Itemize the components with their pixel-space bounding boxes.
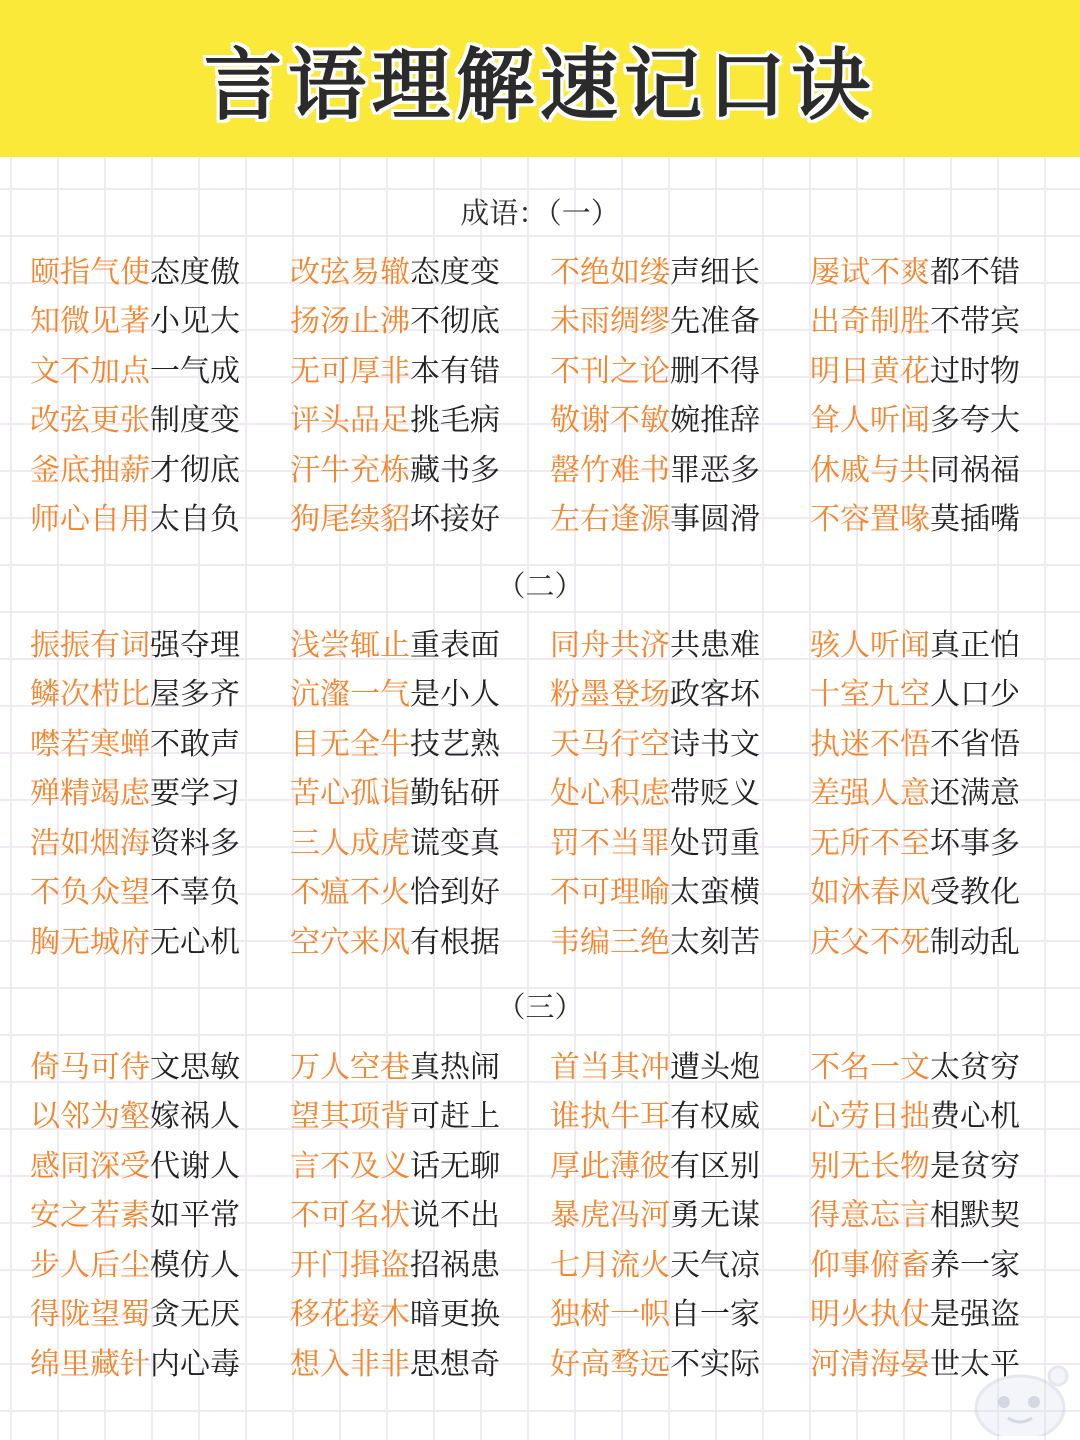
idiom-entry bbox=[810, 1048, 1060, 1088]
idiom-mnemonic: 共患难 bbox=[670, 627, 760, 663]
idiom-mnemonic: 太刻苦 bbox=[670, 924, 760, 960]
idiom-text: 罚不当罪 bbox=[550, 825, 670, 861]
idiom-mnemonic: 相默契 bbox=[930, 1198, 1020, 1234]
idiom-entry bbox=[290, 774, 550, 814]
idiom-text: 粉墨登场 bbox=[550, 677, 670, 713]
idiom-entry bbox=[290, 1097, 550, 1137]
idiom-entry bbox=[30, 824, 290, 864]
idiom-mnemonic: 是小人 bbox=[410, 677, 500, 713]
idiom-text: 振振有词 bbox=[30, 627, 150, 663]
idiom-text: 扬汤止沸 bbox=[290, 304, 410, 340]
idiom-entry bbox=[550, 626, 810, 666]
idiom-text: 如沐春风 bbox=[810, 875, 930, 911]
idiom-entry bbox=[290, 725, 550, 765]
idiom-mnemonic: 不彻底 bbox=[410, 304, 500, 340]
idiom-text: 言不及义 bbox=[290, 1148, 410, 1184]
idiom-mnemonic: 代谢人 bbox=[150, 1148, 240, 1184]
idiom-entry bbox=[290, 451, 550, 491]
idiom-mnemonic: 不实际 bbox=[670, 1346, 760, 1382]
idiom-entry bbox=[30, 675, 290, 715]
idiom-entry bbox=[290, 352, 550, 392]
idiom-mnemonic: 诗书文 bbox=[670, 726, 760, 762]
idiom-mnemonic: 文思敏 bbox=[150, 1049, 240, 1085]
idiom-text: 噤若寒蝉 bbox=[30, 726, 150, 762]
idiom-mnemonic: 还满意 bbox=[930, 776, 1020, 812]
idiom-mnemonic: 多夸大 bbox=[930, 403, 1020, 439]
idiom-text: 七月流火 bbox=[550, 1247, 670, 1283]
idiom-entry bbox=[30, 1295, 290, 1335]
idiom-mnemonic: 恰到好 bbox=[410, 875, 500, 911]
idiom-text: 别无长物 bbox=[810, 1148, 930, 1184]
idiom-text: 浩如烟海 bbox=[30, 825, 150, 861]
idiom-entry bbox=[550, 352, 810, 392]
idiom-entry bbox=[30, 253, 290, 293]
idiom-text: 三人成虎 bbox=[290, 825, 410, 861]
section-label-3: （三） bbox=[496, 990, 584, 1024]
idiom-mnemonic: 受教化 bbox=[930, 875, 1020, 911]
idiom-text: 安之若素 bbox=[30, 1198, 150, 1234]
idiom-grid-section-3 bbox=[30, 1043, 1060, 1390]
idiom-mnemonic: 模仿人 bbox=[150, 1247, 240, 1283]
idiom-text: 耸人听闻 bbox=[810, 403, 930, 439]
idiom-entry bbox=[810, 1196, 1060, 1236]
idiom-text: 望其项背 bbox=[290, 1099, 410, 1135]
idiom-text: 十室九空 bbox=[810, 677, 930, 713]
idiom-entry bbox=[810, 401, 1060, 441]
idiom-entry bbox=[290, 1048, 550, 1088]
idiom-mnemonic: 强夺理 bbox=[150, 627, 240, 663]
idiom-entry bbox=[290, 1196, 550, 1236]
idiom-mnemonic: 有权威 bbox=[670, 1099, 760, 1135]
idiom-text: 未雨绸缪 bbox=[550, 304, 670, 340]
idiom-text: 殚精竭虑 bbox=[30, 776, 150, 812]
idiom-mnemonic: 一气成 bbox=[150, 353, 240, 389]
idiom-text: 汗牛充栋 bbox=[290, 452, 410, 488]
idiom-entry bbox=[550, 500, 810, 540]
idiom-text: 评头品足 bbox=[290, 403, 410, 439]
idiom-entry bbox=[550, 1246, 810, 1286]
idiom-entry bbox=[550, 1295, 810, 1335]
idiom-entry bbox=[290, 824, 550, 864]
idiom-mnemonic: 带贬义 bbox=[670, 776, 760, 812]
idiom-entry bbox=[30, 1196, 290, 1236]
idiom-text: 感同深受 bbox=[30, 1148, 150, 1184]
idiom-text: 韦编三绝 bbox=[550, 924, 670, 960]
idiom-mnemonic: 招祸患 bbox=[410, 1247, 500, 1283]
idiom-grid-section-1 bbox=[30, 248, 1060, 545]
idiom-entry bbox=[810, 725, 1060, 765]
idiom-entry bbox=[290, 1295, 550, 1335]
idiom-mnemonic: 政客坏 bbox=[670, 677, 760, 713]
idiom-text: 颐指气使 bbox=[30, 254, 150, 290]
idiom-entry bbox=[290, 923, 550, 963]
idiom-mnemonic: 挑毛病 bbox=[410, 403, 500, 439]
idiom-text: 谁执牛耳 bbox=[550, 1099, 670, 1135]
idiom-entry bbox=[30, 451, 290, 491]
idiom-mnemonic: 真热闹 bbox=[410, 1049, 500, 1085]
idiom-text: 以邻为壑 bbox=[30, 1099, 150, 1135]
idiom-entry bbox=[30, 1345, 290, 1385]
idiom-mnemonic: 太蛮横 bbox=[670, 875, 760, 911]
idiom-text: 想入非非 bbox=[290, 1346, 410, 1382]
idiom-text: 浅尝辄止 bbox=[290, 627, 410, 663]
idiom-mnemonic: 养一家 bbox=[930, 1247, 1020, 1283]
idiom-text: 不刊之论 bbox=[550, 353, 670, 389]
idiom-mnemonic: 处罚重 bbox=[670, 825, 760, 861]
idiom-entry bbox=[290, 626, 550, 666]
idiom-mnemonic: 说不出 bbox=[410, 1198, 500, 1234]
idiom-text: 不可理喻 bbox=[550, 875, 670, 911]
idiom-entry bbox=[810, 626, 1060, 666]
idiom-mnemonic: 态度傲 bbox=[150, 254, 240, 290]
idiom-entry bbox=[550, 253, 810, 293]
idiom-entry bbox=[810, 253, 1060, 293]
idiom-text: 独树一帜 bbox=[550, 1297, 670, 1333]
idiom-entry bbox=[290, 253, 550, 293]
idiom-entry bbox=[810, 302, 1060, 342]
idiom-text: 同舟共济 bbox=[550, 627, 670, 663]
idiom-mnemonic: 制动乱 bbox=[930, 924, 1020, 960]
idiom-entry bbox=[810, 873, 1060, 913]
idiom-text: 厚此薄彼 bbox=[550, 1148, 670, 1184]
idiom-mnemonic: 太自负 bbox=[150, 502, 240, 538]
idiom-text: 不瘟不火 bbox=[290, 875, 410, 911]
idiom-entry bbox=[30, 626, 290, 666]
idiom-entry bbox=[550, 451, 810, 491]
idiom-mnemonic: 遭头炮 bbox=[670, 1049, 760, 1085]
idiom-mnemonic: 无心机 bbox=[150, 924, 240, 960]
section-label-1: 成语：（一） bbox=[460, 196, 620, 230]
idiom-entry bbox=[550, 1048, 810, 1088]
idiom-mnemonic: 本有错 bbox=[410, 353, 500, 389]
idiom-mnemonic: 话无聊 bbox=[410, 1148, 500, 1184]
idiom-entry bbox=[30, 1097, 290, 1137]
idiom-mnemonic: 罪恶多 bbox=[670, 452, 760, 488]
idiom-entry bbox=[810, 500, 1060, 540]
idiom-mnemonic: 勇无谋 bbox=[670, 1198, 760, 1234]
idiom-text: 河清海晏 bbox=[810, 1346, 930, 1382]
idiom-text: 绵里藏针 bbox=[30, 1346, 150, 1382]
idiom-entry bbox=[550, 1097, 810, 1137]
idiom-text: 敬谢不敏 bbox=[550, 403, 670, 439]
idiom-mnemonic: 暗更换 bbox=[410, 1297, 500, 1333]
idiom-text: 庆父不死 bbox=[810, 924, 930, 960]
idiom-mnemonic: 费心机 bbox=[930, 1099, 1020, 1135]
idiom-mnemonic: 思想奇 bbox=[410, 1346, 500, 1382]
idiom-entry bbox=[550, 774, 810, 814]
idiom-text: 无可厚非 bbox=[290, 353, 410, 389]
idiom-text: 左右逢源 bbox=[550, 502, 670, 538]
idiom-mnemonic: 不省悟 bbox=[930, 726, 1020, 762]
idiom-text: 文不加点 bbox=[30, 353, 150, 389]
idiom-text: 无所不至 bbox=[810, 825, 930, 861]
idiom-mnemonic: 坏接好 bbox=[410, 502, 500, 538]
page-title: 言语理解速记口诀 bbox=[203, 40, 876, 131]
idiom-mnemonic: 才彻底 bbox=[150, 452, 240, 488]
idiom-text: 天马行空 bbox=[550, 726, 670, 762]
idiom-entry bbox=[290, 675, 550, 715]
idiom-text: 休戚与共 bbox=[810, 452, 930, 488]
idiom-mnemonic: 坏事多 bbox=[930, 825, 1020, 861]
idiom-mnemonic: 太贫穷 bbox=[930, 1049, 1020, 1085]
idiom-text: 苦心孤诣 bbox=[290, 776, 410, 812]
idiom-entry bbox=[810, 1097, 1060, 1137]
idiom-entry bbox=[290, 873, 550, 913]
idiom-entry bbox=[550, 302, 810, 342]
idiom-mnemonic: 制度变 bbox=[150, 403, 240, 439]
idiom-mnemonic: 人口少 bbox=[930, 677, 1020, 713]
idiom-mnemonic: 不敢声 bbox=[150, 726, 240, 762]
idiom-mnemonic: 藏书多 bbox=[410, 452, 500, 488]
idiom-mnemonic: 要学习 bbox=[150, 776, 240, 812]
idiom-entry bbox=[290, 1246, 550, 1286]
idiom-mnemonic: 技艺熟 bbox=[410, 726, 500, 762]
idiom-text: 执迷不悟 bbox=[810, 726, 930, 762]
idiom-entry bbox=[30, 401, 290, 441]
idiom-text: 不可名状 bbox=[290, 1198, 410, 1234]
idiom-mnemonic: 有区别 bbox=[670, 1148, 760, 1184]
idiom-entry bbox=[30, 873, 290, 913]
idiom-mnemonic: 态度变 bbox=[410, 254, 500, 290]
idiom-grid-section-2 bbox=[30, 621, 1060, 968]
idiom-entry bbox=[810, 675, 1060, 715]
idiom-mnemonic: 天气凉 bbox=[670, 1247, 760, 1283]
title-banner bbox=[0, 0, 1080, 157]
idiom-entry bbox=[810, 1147, 1060, 1187]
idiom-entry bbox=[30, 1246, 290, 1286]
idiom-entry bbox=[290, 302, 550, 342]
idiom-text: 改弦易辙 bbox=[290, 254, 410, 290]
idiom-text: 屡试不爽 bbox=[810, 254, 930, 290]
idiom-entry bbox=[550, 1196, 810, 1236]
idiom-mnemonic: 勤钻研 bbox=[410, 776, 500, 812]
section-label-2: （二） bbox=[496, 569, 584, 603]
idiom-entry bbox=[550, 824, 810, 864]
idiom-mnemonic: 真正怕 bbox=[930, 627, 1020, 663]
idiom-entry bbox=[30, 500, 290, 540]
idiom-mnemonic: 有根据 bbox=[410, 924, 500, 960]
idiom-text: 差强人意 bbox=[810, 776, 930, 812]
idiom-text: 釜底抽薪 bbox=[30, 452, 150, 488]
idiom-mnemonic: 不辜负 bbox=[150, 875, 240, 911]
idiom-entry bbox=[810, 923, 1060, 963]
idiom-text: 改弦更张 bbox=[30, 403, 150, 439]
idiom-entry bbox=[30, 1048, 290, 1088]
idiom-entry bbox=[550, 1345, 810, 1385]
idiom-entry bbox=[30, 1147, 290, 1187]
idiom-text: 空穴来风 bbox=[290, 924, 410, 960]
idiom-text: 不绝如缕 bbox=[550, 254, 670, 290]
idiom-entry bbox=[550, 401, 810, 441]
idiom-text: 首当其冲 bbox=[550, 1049, 670, 1085]
idiom-mnemonic: 自一家 bbox=[670, 1297, 760, 1333]
idiom-text: 得意忘言 bbox=[810, 1198, 930, 1234]
idiom-text: 不容置喙 bbox=[810, 502, 930, 538]
idiom-text: 罄竹难书 bbox=[550, 452, 670, 488]
idiom-text: 步人后尘 bbox=[30, 1247, 150, 1283]
idiom-entry bbox=[810, 774, 1060, 814]
idiom-entry bbox=[290, 1345, 550, 1385]
idiom-entry bbox=[550, 873, 810, 913]
idiom-mnemonic: 如平常 bbox=[150, 1198, 240, 1234]
idiom-entry bbox=[30, 923, 290, 963]
idiom-text: 移花接木 bbox=[290, 1297, 410, 1333]
idiom-text: 心劳日拙 bbox=[810, 1099, 930, 1135]
mascot-watermark-icon bbox=[968, 1356, 1072, 1436]
idiom-text: 骇人听闻 bbox=[810, 627, 930, 663]
idiom-text: 明日黄花 bbox=[810, 353, 930, 389]
idiom-mnemonic: 贪无厌 bbox=[150, 1297, 240, 1333]
idiom-mnemonic: 莫插嘴 bbox=[930, 502, 1020, 538]
idiom-entry bbox=[30, 774, 290, 814]
idiom-text: 师心自用 bbox=[30, 502, 150, 538]
idiom-mnemonic: 先准备 bbox=[670, 304, 760, 340]
idiom-text: 开门揖盗 bbox=[290, 1247, 410, 1283]
idiom-entry bbox=[550, 675, 810, 715]
idiom-entry bbox=[550, 725, 810, 765]
idiom-text: 沆瀣一气 bbox=[290, 677, 410, 713]
idiom-mnemonic: 嫁祸人 bbox=[150, 1099, 240, 1135]
idiom-mnemonic: 不带宾 bbox=[930, 304, 1020, 340]
idiom-mnemonic: 是贫穷 bbox=[930, 1148, 1020, 1184]
idiom-text: 好高骛远 bbox=[550, 1346, 670, 1382]
idiom-text: 万人空巷 bbox=[290, 1049, 410, 1085]
idiom-entry bbox=[30, 352, 290, 392]
idiom-entry bbox=[550, 1147, 810, 1187]
idiom-mnemonic: 重表面 bbox=[410, 627, 500, 663]
idiom-text: 狗尾续貂 bbox=[290, 502, 410, 538]
idiom-mnemonic: 删不得 bbox=[670, 353, 760, 389]
idiom-mnemonic: 是强盗 bbox=[930, 1297, 1020, 1333]
idiom-text: 不负众望 bbox=[30, 875, 150, 911]
idiom-mnemonic: 可赶上 bbox=[410, 1099, 500, 1135]
idiom-mnemonic: 资料多 bbox=[150, 825, 240, 861]
idiom-text: 得陇望蜀 bbox=[30, 1297, 150, 1333]
idiom-text: 鳞次栉比 bbox=[30, 677, 150, 713]
idiom-text: 倚马可待 bbox=[30, 1049, 150, 1085]
idiom-text: 处心积虑 bbox=[550, 776, 670, 812]
idiom-entry bbox=[810, 352, 1060, 392]
idiom-mnemonic: 过时物 bbox=[930, 353, 1020, 389]
idiom-entry bbox=[290, 1147, 550, 1187]
idiom-mnemonic: 内心毒 bbox=[150, 1346, 240, 1382]
idiom-text: 明火执仗 bbox=[810, 1297, 930, 1333]
idiom-mnemonic: 世太平 bbox=[930, 1346, 1020, 1382]
idiom-mnemonic: 声细长 bbox=[670, 254, 760, 290]
idiom-entry bbox=[550, 923, 810, 963]
idiom-entry bbox=[810, 824, 1060, 864]
idiom-entry bbox=[290, 500, 550, 540]
idiom-text: 知微见著 bbox=[30, 304, 150, 340]
idiom-entry bbox=[290, 401, 550, 441]
idiom-mnemonic: 都不错 bbox=[930, 254, 1020, 290]
idiom-entry bbox=[810, 451, 1060, 491]
idiom-entry bbox=[30, 725, 290, 765]
idiom-mnemonic: 小见大 bbox=[150, 304, 240, 340]
idiom-mnemonic: 同祸福 bbox=[930, 452, 1020, 488]
idiom-mnemonic: 事圆滑 bbox=[670, 502, 760, 538]
idiom-text: 仰事俯畜 bbox=[810, 1247, 930, 1283]
idiom-text: 暴虎冯河 bbox=[550, 1198, 670, 1234]
idiom-text: 目无全牛 bbox=[290, 726, 410, 762]
idiom-mnemonic: 谎变真 bbox=[410, 825, 500, 861]
idiom-entry bbox=[30, 302, 290, 342]
idiom-text: 不名一文 bbox=[810, 1049, 930, 1085]
idiom-mnemonic: 婉推辞 bbox=[670, 403, 760, 439]
idiom-text: 出奇制胜 bbox=[810, 304, 930, 340]
idiom-text: 胸无城府 bbox=[30, 924, 150, 960]
idiom-entry bbox=[810, 1295, 1060, 1335]
idiom-entry bbox=[810, 1246, 1060, 1286]
idiom-mnemonic: 屋多齐 bbox=[150, 677, 240, 713]
